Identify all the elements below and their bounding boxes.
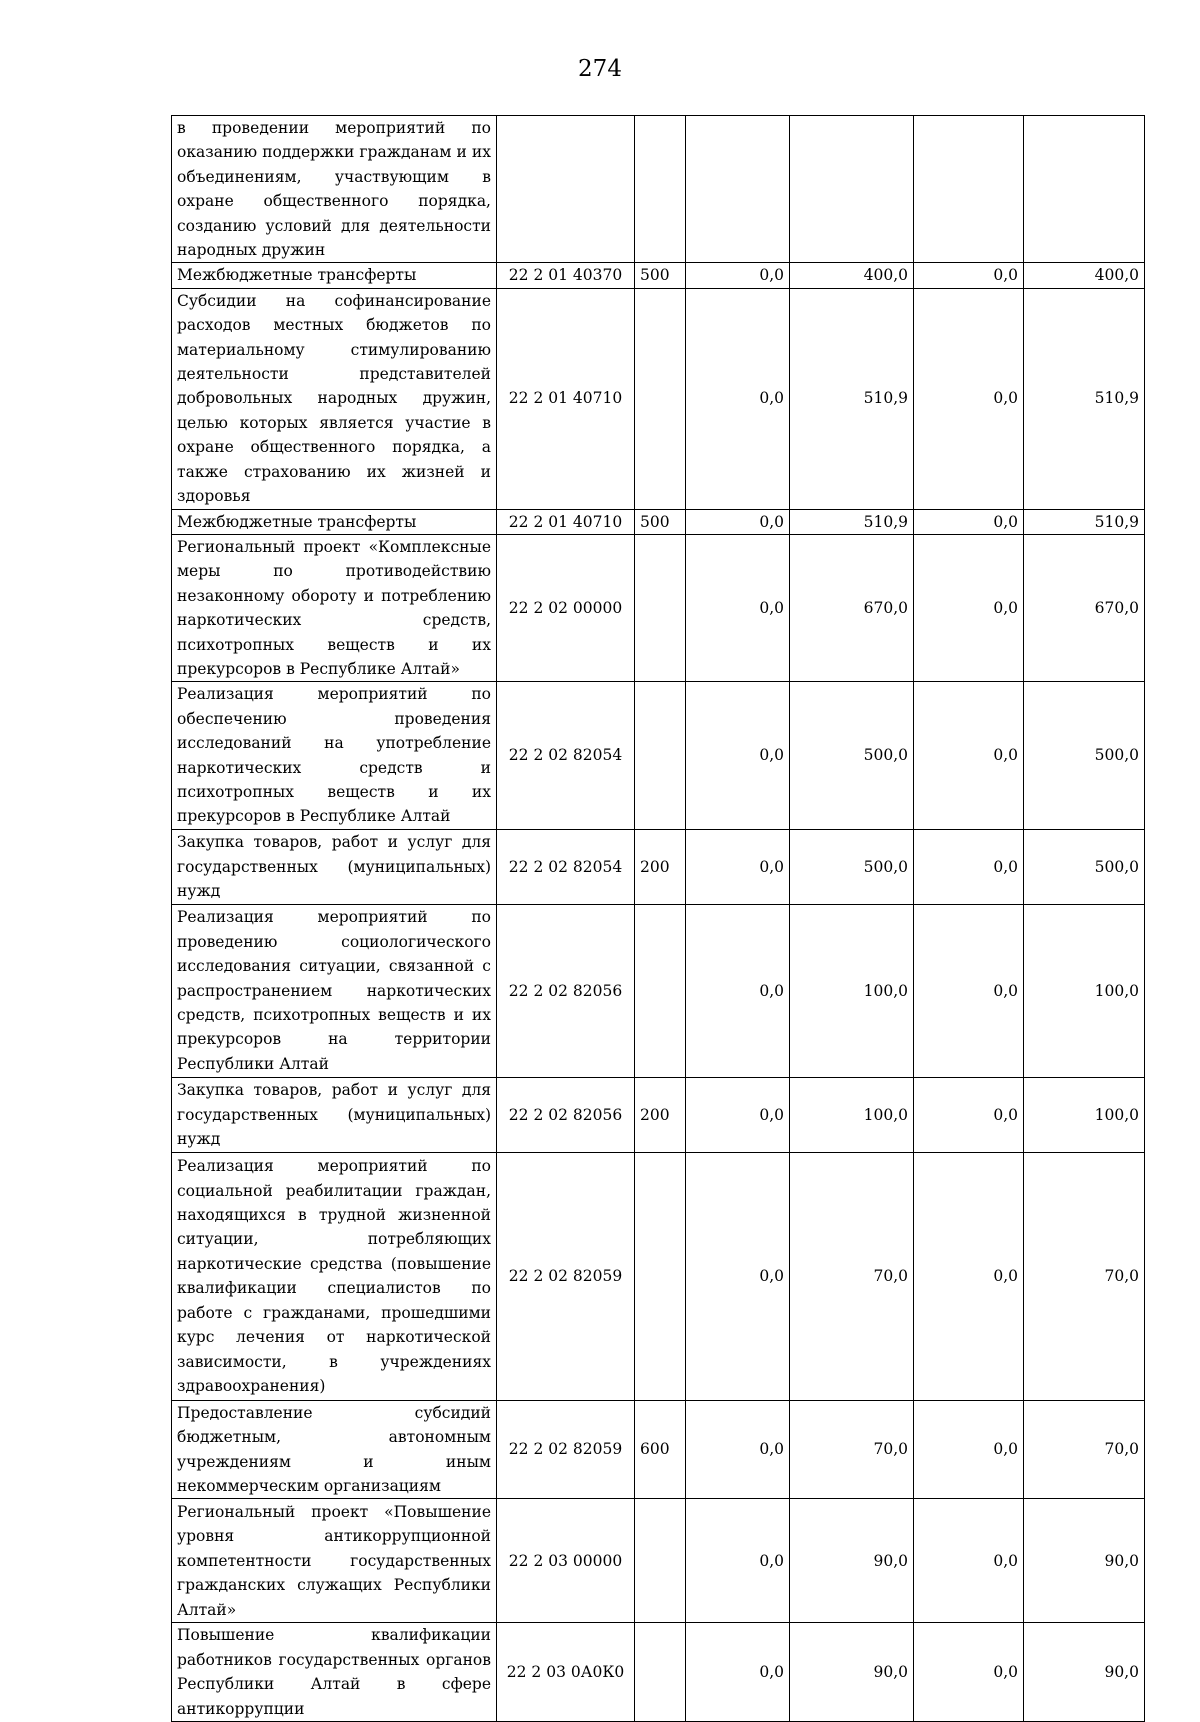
row-value-2-cell	[790, 116, 914, 263]
row-value-1-cell: 0,0	[686, 1152, 790, 1400]
row-value-2-cell: 670,0	[790, 534, 914, 681]
table-row	[172, 288, 1145, 509]
row-value-4-cell: 100,0	[1024, 904, 1145, 1077]
table-row	[172, 534, 1145, 681]
row-value-4-cell: 500,0	[1024, 682, 1145, 829]
row-value-4-cell: 400,0	[1024, 263, 1145, 288]
row-name-cell: Субсидии на софинансирование расходов местных бюджетов по материальному стимулированию деятельности представителей добровольных народных дружин, целью которых является участие в охране общественного порядка, а также страхованию их жизней и здоровья	[172, 288, 497, 509]
row-code-cell: 22 2 01 40370	[497, 263, 635, 288]
row-value-3-cell: 0,0	[914, 288, 1024, 509]
row-value-4-cell: 510,9	[1024, 509, 1145, 534]
row-name-cell: Межбюджетные трансферты	[172, 509, 497, 534]
row-name-cell: Реализация мероприятий по проведению социологического исследования ситуации, связанной с распространением наркотических средств, психотропных веществ и их прекурсоров на территории Республики Алтай	[172, 904, 497, 1077]
row-code-cell: 22 2 01 40710	[497, 509, 635, 534]
row-value-3-cell	[914, 116, 1024, 263]
row-value-2-cell: 90,0	[790, 1499, 914, 1623]
row-value-2-cell: 100,0	[790, 904, 914, 1077]
row-code-cell	[497, 116, 635, 263]
row-name-cell: Региональный проект «Повышение уровня антикоррупционной компетентности государственных гражданских служащих Республики Алтай»	[172, 1499, 497, 1623]
row-value-2-cell: 400,0	[790, 263, 914, 288]
row-expense-type-cell	[635, 288, 686, 509]
table-row	[172, 682, 1145, 829]
table-row	[172, 263, 1145, 288]
row-value-1-cell: 0,0	[686, 534, 790, 681]
row-value-3-cell: 0,0	[914, 1499, 1024, 1623]
row-code-cell: 22 2 02 82059	[497, 1152, 635, 1400]
row-value-2-cell: 100,0	[790, 1077, 914, 1152]
row-value-2-cell: 70,0	[790, 1400, 914, 1499]
row-code-cell: 22 2 02 82059	[497, 1400, 635, 1499]
row-value-3-cell: 0,0	[914, 829, 1024, 904]
row-value-1-cell: 0,0	[686, 904, 790, 1077]
row-value-3-cell: 0,0	[914, 682, 1024, 829]
row-value-3-cell: 0,0	[914, 534, 1024, 681]
row-value-3-cell: 0,0	[914, 1623, 1024, 1722]
row-name-cell: Межбюджетные трансферты	[172, 263, 497, 288]
row-value-1-cell: 0,0	[686, 263, 790, 288]
row-code-cell: 22 2 02 82054	[497, 682, 635, 829]
row-expense-type-cell	[635, 534, 686, 681]
row-expense-type-cell	[635, 682, 686, 829]
row-value-3-cell: 0,0	[914, 1077, 1024, 1152]
row-value-1-cell: 0,0	[686, 288, 790, 509]
row-value-1-cell: 0,0	[686, 1623, 790, 1722]
row-code-cell: 22 2 02 82054	[497, 829, 635, 904]
row-expense-type-cell: 200	[635, 829, 686, 904]
row-value-4-cell	[1024, 116, 1145, 263]
row-expense-type-cell: 600	[635, 1400, 686, 1499]
page-number: 274	[578, 56, 622, 82]
table-row	[172, 116, 1145, 263]
table-body	[172, 116, 1145, 1722]
row-value-4-cell: 70,0	[1024, 1400, 1145, 1499]
row-value-2-cell: 500,0	[790, 682, 914, 829]
row-expense-type-cell: 200	[635, 1077, 686, 1152]
row-expense-type-cell	[635, 1152, 686, 1400]
row-value-3-cell: 0,0	[914, 904, 1024, 1077]
row-expense-type-cell: 500	[635, 263, 686, 288]
row-expense-type-cell	[635, 1623, 686, 1722]
row-code-cell: 22 2 03 0А0К0	[497, 1623, 635, 1722]
row-value-2-cell: 90,0	[790, 1623, 914, 1722]
row-value-1-cell: 0,0	[686, 1077, 790, 1152]
row-value-3-cell: 0,0	[914, 1400, 1024, 1499]
row-value-2-cell: 500,0	[790, 829, 914, 904]
row-name-cell: в проведении мероприятий по оказанию поддержки гражданам и их объединениям, участвующим в охране общественного порядка, созданию условий для деятельности народных дружин	[172, 116, 497, 263]
budget-table	[171, 115, 1145, 1722]
row-value-1-cell: 0,0	[686, 829, 790, 904]
row-value-1-cell: 0,0	[686, 1400, 790, 1499]
row-code-cell: 22 2 02 82056	[497, 904, 635, 1077]
row-expense-type-cell: 500	[635, 509, 686, 534]
row-value-4-cell: 100,0	[1024, 1077, 1145, 1152]
row-value-3-cell: 0,0	[914, 1152, 1024, 1400]
row-value-4-cell: 670,0	[1024, 534, 1145, 681]
row-value-2-cell: 510,9	[790, 288, 914, 509]
row-value-4-cell: 510,9	[1024, 288, 1145, 509]
table-row	[172, 509, 1145, 534]
row-name-cell: Повышение квалификации работников государственных органов Республики Алтай в сфере антикоррупции	[172, 1623, 497, 1722]
row-expense-type-cell	[635, 116, 686, 263]
table-row	[172, 1499, 1145, 1623]
table-row	[172, 1623, 1145, 1722]
row-code-cell: 22 2 03 00000	[497, 1499, 635, 1623]
row-value-1-cell: 0,0	[686, 682, 790, 829]
row-value-3-cell: 0,0	[914, 263, 1024, 288]
table-row	[172, 1152, 1145, 1400]
table-row	[172, 1077, 1145, 1152]
row-code-cell: 22 2 01 40710	[497, 288, 635, 509]
row-name-cell: Реализация мероприятий по обеспечению проведения исследований на употребление наркотических средств и психотропных веществ и их прекурсоров в Республике Алтай	[172, 682, 497, 829]
row-code-cell: 22 2 02 00000	[497, 534, 635, 681]
row-name-cell: Реализация мероприятий по социальной реабилитации граждан, находящихся в трудной жизненной ситуации, потребляющих наркотические средства (повышение квалификации специалистов по работе с гражданами, прошедшими курс лечения от наркотической зависимости, в учреждениях здравоохранения)	[172, 1152, 497, 1400]
row-expense-type-cell	[635, 1499, 686, 1623]
row-name-cell: Предоставление субсидий бюджетным, автономным учреждениям и иным некоммерческим организациям	[172, 1400, 497, 1499]
row-value-1-cell: 0,0	[686, 1499, 790, 1623]
row-value-4-cell: 90,0	[1024, 1623, 1145, 1722]
row-name-cell: Закупка товаров, работ и услуг для государственных (муниципальных) нужд	[172, 829, 497, 904]
row-name-cell: Региональный проект «Комплексные меры по противодействию незаконному обороту и потреблению наркотических средств, психотропных веществ и их прекурсоров в Республике Алтай»	[172, 534, 497, 681]
table-row	[172, 1400, 1145, 1499]
row-value-4-cell: 70,0	[1024, 1152, 1145, 1400]
table-row	[172, 829, 1145, 904]
row-value-2-cell: 510,9	[790, 509, 914, 534]
row-code-cell: 22 2 02 82056	[497, 1077, 635, 1152]
row-value-2-cell: 70,0	[790, 1152, 914, 1400]
row-value-1-cell: 0,0	[686, 509, 790, 534]
row-expense-type-cell	[635, 904, 686, 1077]
row-value-3-cell: 0,0	[914, 509, 1024, 534]
row-name-cell: Закупка товаров, работ и услуг для государственных (муниципальных) нужд	[172, 1077, 497, 1152]
row-value-1-cell	[686, 116, 790, 263]
row-value-4-cell: 500,0	[1024, 829, 1145, 904]
table-row	[172, 904, 1145, 1077]
row-value-4-cell: 90,0	[1024, 1499, 1145, 1623]
